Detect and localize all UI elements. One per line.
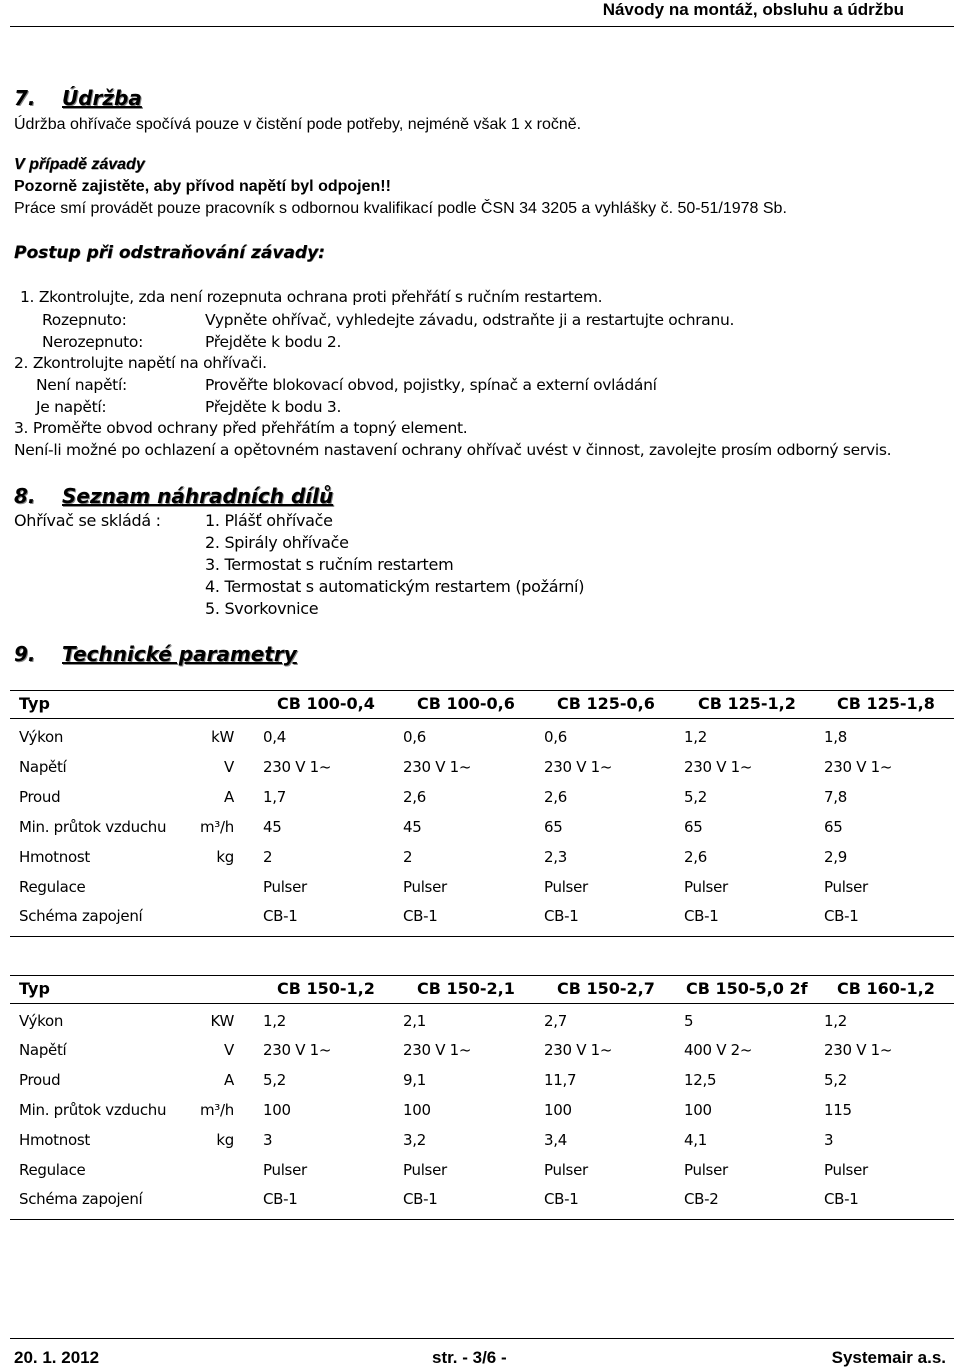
section-8-heading [14,484,333,508]
param-name: Výkon [19,1012,64,1030]
param-value: 45 [263,818,282,836]
param-name: Regulace [19,878,86,896]
param-unit: kg [216,848,234,866]
power-warning: Pozorně zajistěte, aby přívod napětí byl odpojen!! [14,178,391,195]
table-top-rule [10,690,954,691]
param-name: Hmotnost [19,1131,90,1149]
param-value: 1,2 [824,1012,847,1030]
param-value: 12,5 [684,1071,717,1089]
section-number: 9. [14,642,36,666]
param-value: CB-1 [544,907,579,925]
header-cell: CB 160-1,2 [837,979,935,998]
param-value: 2,9 [824,848,847,866]
param-name: Proud [19,1071,61,1089]
step-1: 1. Zkontrolujte, zda není rozepnuta ochrana proti přehřátí s ručním restartem. [20,288,603,306]
param-unit: m³/h [200,1101,234,1119]
maintenance-text: Údržba ohřívače spočívá pouze v čistění pode potřeby, nejméně však 1 x ročně. [14,116,582,133]
param-value: 0,4 [263,728,286,746]
param-value: 230 V 1~ [263,1041,332,1059]
parts-item: 3. Termostat s ručním restartem [205,555,454,574]
param-value: 9,1 [403,1071,426,1089]
param-value: 230 V 1~ [544,1041,613,1059]
header-cell: Typ [19,979,50,998]
param-unit: m³/h [200,818,234,836]
param-value: Pulser [824,1161,868,1179]
param-value: 7,8 [824,788,847,806]
header-cell: CB 125-1,2 [698,694,796,713]
section-title: Seznam náhradních dílů [62,484,334,508]
step-2-no-voltage-action: Prověřte blokovací obvod, pojistky, spínač a externí ovládání [205,376,657,394]
step-2-voltage-label: Je napětí: [36,398,107,416]
service-note: Není-li možné po ochlazení a opětovném nastavení ochrany ohřívač uvést v činnost, zavolejte prosím odborný servis. [14,441,892,459]
param-value: 230 V 1~ [263,758,332,776]
document-header-title: Návody na montáž, obsluhu a údržbu [602,0,904,19]
param-value: 100 [544,1101,572,1119]
param-value: 100 [684,1101,712,1119]
param-value: Pulser [403,1161,447,1179]
table-header-rule [10,1003,954,1004]
header-divider [10,26,954,27]
step-1-closed-label: Nerozepnuto: [42,333,143,351]
table-bottom-rule [10,1219,954,1220]
header-cell: CB 150-2,1 [417,979,515,998]
param-value: CB-1 [684,907,719,925]
footer-company: Systemair a.s. [831,1348,946,1367]
section-9-heading [14,642,297,666]
param-value: Pulser [263,1161,307,1179]
param-value: Pulser [824,878,868,896]
param-value: 3 [263,1131,273,1149]
step-1-closed-action: Přejděte k bodu 2. [205,333,342,351]
header-cell: CB 125-1,8 [837,694,935,713]
step-1-open-action: Vypněte ohřívač, vyhledejte závadu, odstraňte ji a restartujte ochranu. [205,311,735,329]
section-title: Údržba [62,86,142,110]
param-value: 3,4 [544,1131,567,1149]
param-name: Schéma zapojení [19,907,143,925]
param-unit: A [224,1071,234,1089]
param-unit: KW [210,1012,234,1030]
param-value: 2,6 [544,788,567,806]
step-2-voltage-action: Přejděte k bodu 3. [205,398,342,416]
section-7-heading [14,86,142,110]
section-number: 7. [14,86,36,110]
param-value: 0,6 [403,728,426,746]
param-value: 115 [824,1101,852,1119]
param-value: 1,8 [824,728,847,746]
section-title: Technické parametry [62,642,297,666]
param-name: Min. průtok vzduchu [19,818,167,836]
param-value: CB-2 [684,1190,719,1208]
param-name: Hmotnost [19,848,90,866]
param-value: Pulser [544,878,588,896]
footer-date: 20. 1. 2012 [14,1348,100,1367]
parts-item: 2. Spirály ohřívače [205,533,349,552]
header-cell: CB 100-0,6 [417,694,515,713]
param-name: Min. průtok vzduchu [19,1101,167,1119]
param-value: 230 V 1~ [824,1041,893,1059]
param-unit: A [224,788,234,806]
param-value: Pulser [263,878,307,896]
param-value: Pulser [684,1161,728,1179]
parts-label: Ohřívač se skládá : [14,511,161,530]
param-unit: kW [211,728,234,746]
param-value: 100 [403,1101,431,1119]
param-value: 1,7 [263,788,286,806]
param-value: Pulser [684,878,728,896]
param-value: 5 [684,1012,694,1030]
param-value: 5,2 [263,1071,286,1089]
fault-heading: V případě závady [14,156,145,173]
param-value: 230 V 1~ [684,758,753,776]
param-value: 11,7 [544,1071,577,1089]
param-value: 230 V 1~ [403,758,472,776]
param-value: 400 V 2~ [684,1041,753,1059]
parts-item: 1. Plášť ohřívače [205,511,333,530]
header-cell: CB 100-0,4 [277,694,375,713]
param-value: CB-1 [263,907,298,925]
param-name: Proud [19,788,61,806]
table-top-rule [10,975,954,976]
header-cell: Typ [19,694,50,713]
param-value: 1,2 [263,1012,286,1030]
step-2-no-voltage-label: Není napětí: [36,376,127,394]
param-value: 65 [824,818,843,836]
param-value: CB-1 [403,907,438,925]
param-unit: V [224,1041,234,1059]
header-cell: CB 150-2,7 [557,979,655,998]
parts-item: 5. Svorkovnice [205,599,319,618]
param-value: 230 V 1~ [544,758,613,776]
footer-divider [10,1338,954,1339]
header-cell: CB 150-5,0 2f [686,979,808,998]
param-value: 3,2 [403,1131,426,1149]
step-3: 3. Proměřte obvod ochrany před přehřátím a topný element. [14,419,468,437]
param-unit: V [224,758,234,776]
param-name: Regulace [19,1161,86,1179]
header-cell: CB 150-1,2 [277,979,375,998]
param-value: 1,2 [684,728,707,746]
param-value: CB-1 [403,1190,438,1208]
step-1-open-label: Rozepnuto: [42,311,127,329]
param-value: 5,2 [684,788,707,806]
footer-page-number: str. - 3/6 - [432,1348,507,1367]
param-value: 45 [403,818,422,836]
table-bottom-rule [10,936,954,937]
param-name: Schéma zapojení [19,1190,143,1208]
param-value: 100 [263,1101,291,1119]
header-cell: CB 125-0,6 [557,694,655,713]
param-value: CB-1 [824,1190,859,1208]
param-name: Výkon [19,728,64,746]
section-number: 8. [14,484,36,508]
param-value: Pulser [403,878,447,896]
step-2: 2. Zkontrolujte napětí na ohřívači. [14,354,267,372]
param-value: 2,6 [684,848,707,866]
param-value: 4,1 [684,1131,707,1149]
param-value: 5,2 [824,1071,847,1089]
param-value: Pulser [544,1161,588,1179]
param-name: Napětí [19,758,67,776]
param-value: 65 [544,818,563,836]
param-value: CB-1 [544,1190,579,1208]
param-unit: kg [216,1131,234,1149]
param-value: 2,1 [403,1012,426,1030]
param-value: CB-1 [263,1190,298,1208]
parts-item: 4. Termostat s automatickým restartem (požární) [205,577,585,596]
table-header-rule [10,718,954,719]
qualification-text: Práce smí provádět pouze pracovník s odbornou kvalifikací podle ČSN 34 3205 a vyhlášky č. 50-51/1978 Sb. [14,200,787,217]
procedure-heading: Postup při odstraňování závady: [14,243,325,263]
param-value: 65 [684,818,703,836]
param-value: 3 [824,1131,834,1149]
param-value: 2,7 [544,1012,567,1030]
param-value: 2,3 [544,848,567,866]
param-name: Napětí [19,1041,67,1059]
param-value: CB-1 [824,907,859,925]
param-value: 230 V 1~ [824,758,893,776]
param-value: 2,6 [403,788,426,806]
param-value: 0,6 [544,728,567,746]
param-value: 2 [263,848,273,866]
param-value: 230 V 1~ [403,1041,472,1059]
param-value: 2 [403,848,413,866]
